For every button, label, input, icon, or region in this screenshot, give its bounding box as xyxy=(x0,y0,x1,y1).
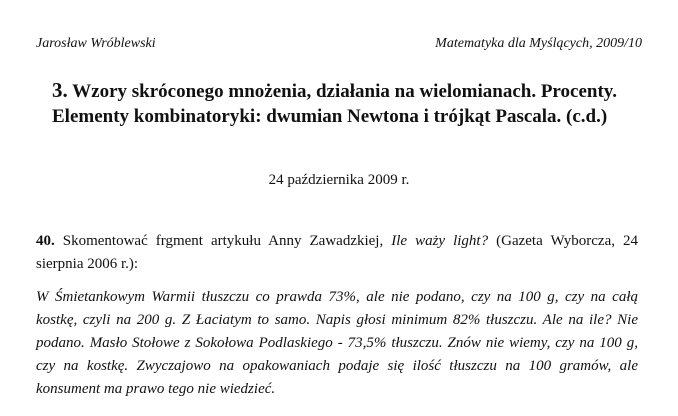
section-title xyxy=(52,78,638,129)
header-journal: Matematyka dla Myślących, 2009/10 xyxy=(435,36,642,51)
running-header xyxy=(36,36,642,56)
header-author: Jarosław Wróblewski xyxy=(36,36,156,51)
article-quote: W Śmietankowym Warmii tłuszczu co prawda 73%, ale nie podano, czy na 100 g, czy na całą kostkę, czyli na 200 g. Z Łaciatym to samo. Napis głosi minimum 82% tłuszczu. Ale na ile? Nie podano. Masło Stołowe z Sokołowa Podlaskiego - 73,5% tłuszczu. Znów nie wiemy, czy na 100 g, czy na kostkę. Zwyczajowo na opakowaniach podaje się ilość tłuszczu na 100 gramów, ale konsument ma prawo tego nie wiedzieć. xyxy=(36,289,638,397)
problem-number: 40. xyxy=(36,233,63,249)
section-title-text: Wzory skróconego mnożenia, działania na wielomianach. Procenty. Elementy kombinatoryki: dwumian Newtona i trójkąt Pascala. (c.d.) xyxy=(52,81,617,127)
problem-text-after: (Gazeta Wyborcza, 24 sierpnia 2006 r.): xyxy=(36,233,638,272)
problem-statement xyxy=(36,230,638,276)
article-title: Ile waży light? xyxy=(391,233,489,249)
document-date: 24 października 2009 r. xyxy=(268,172,410,188)
section-number: 3. xyxy=(52,78,68,102)
problem-text-before: Skomentować frgment artykułu Anny Zawadzkiej, xyxy=(62,233,392,249)
